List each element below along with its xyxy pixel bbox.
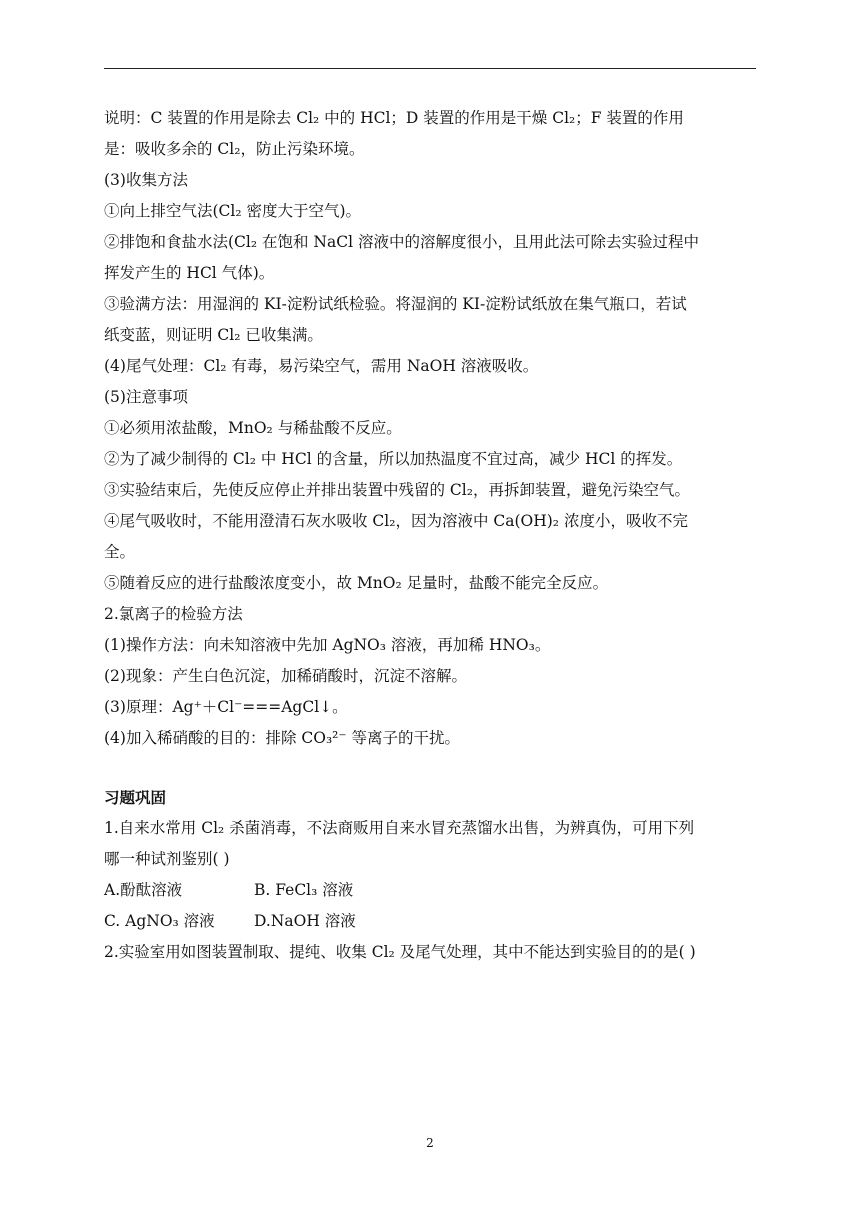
question-1-stem-continued: 哪一种试剂鉴别( ): [104, 850, 230, 868]
section-heading: (5)注意事项: [104, 388, 188, 406]
question-1-options-row-1: [104, 875, 758, 906]
list-item: ④尾气吸收时，不能用澄清石灰水吸收 Cl₂，因为溶液中 Ca(OH)₂ 浓度小，吸收不完: [104, 512, 688, 530]
list-item: (4)加入稀硝酸的目的：排除 CO₃²⁻ 等离子的干扰。: [104, 729, 460, 747]
list-item: ①向上排空气法(Cl₂ 密度大于空气)。: [104, 202, 362, 220]
list-item: ①必须用浓盐酸，MnO₂ 与稀盐酸不反应。: [104, 419, 402, 437]
spacer: [104, 754, 758, 782]
list-item: ⑤随着反应的进行盐酸浓度变小，故 MnO₂ 足量时，盐酸不能完全反应。: [104, 574, 609, 592]
list-item: ②为了减少制得的 Cl₂ 中 HCl 的含量，所以加热温度不宜过高，减少 HCl 的挥发。: [104, 450, 683, 468]
section-heading: 2.氯离子的检验方法: [104, 605, 243, 623]
option-c: C. AgNO₃ 溶液: [104, 912, 215, 930]
page-number: 2: [426, 1136, 434, 1150]
question-2-stem: 2.实验室用如图装置制取、提纯、收集 Cl₂ 及尾气处理，其中不能达到实验目的的是( ): [104, 943, 696, 961]
list-item: (3)原理：Ag⁺＋Cl⁻===AgCl↓。: [104, 698, 348, 716]
list-item: ③实验结束后，先使反应停止并排出装置中残留的 Cl₂，再拆卸装置，避免污染空气。: [104, 481, 690, 499]
document-body: [104, 103, 758, 968]
paragraph-line: 说明：C 装置的作用是除去 Cl₂ 中的 HCl；D 装置的作用是干燥 Cl₂；F 装置的作用: [104, 109, 684, 127]
list-item: ③验满方法：用湿润的 KI-淀粉试纸检验。将湿润的 KI-淀粉试纸放在集气瓶口，若试: [104, 295, 687, 313]
paragraph-line: 是：吸收多余的 Cl₂，防止污染环境。: [104, 140, 365, 158]
list-item: (2)现象：产生白色沉淀，加稀硝酸时，沉淀不溶解。: [104, 667, 467, 685]
paragraph-line: 全。: [104, 543, 136, 561]
paragraph-line: 纸变蓝，则证明 Cl₂ 已收集满。: [104, 326, 323, 344]
list-item: (1)操作方法：向未知溶液中先加 AgNO₃ 溶液，再加稀 HNO₃。: [104, 636, 551, 654]
exercises-heading: 习题巩固: [104, 788, 167, 807]
option-a: A.酚酞溶液: [104, 881, 183, 899]
option-d: D.NaOH 溶液: [254, 912, 356, 930]
list-item: ②排饱和食盐水法(Cl₂ 在饱和 NaCl 溶液中的溶解度很小，且用此法可除去实验过程中: [104, 233, 699, 251]
section-heading: (3)收集方法: [104, 171, 188, 189]
question-1-stem: 1.自来水常用 Cl₂ 杀菌消毒，不法商贩用自来水冒充蒸馏水出售，为辨真伪，可用下列: [104, 819, 695, 837]
option-b: B. FeCl₃ 溶液: [254, 881, 354, 899]
question-1-options-row-2: [104, 906, 758, 937]
section-heading: (4)尾气处理：Cl₂ 有毒，易污染空气，需用 NaOH 溶液吸收。: [104, 357, 539, 375]
paragraph-line: 挥发产生的 HCl 气体)。: [104, 264, 275, 282]
header-rule: [104, 68, 756, 69]
